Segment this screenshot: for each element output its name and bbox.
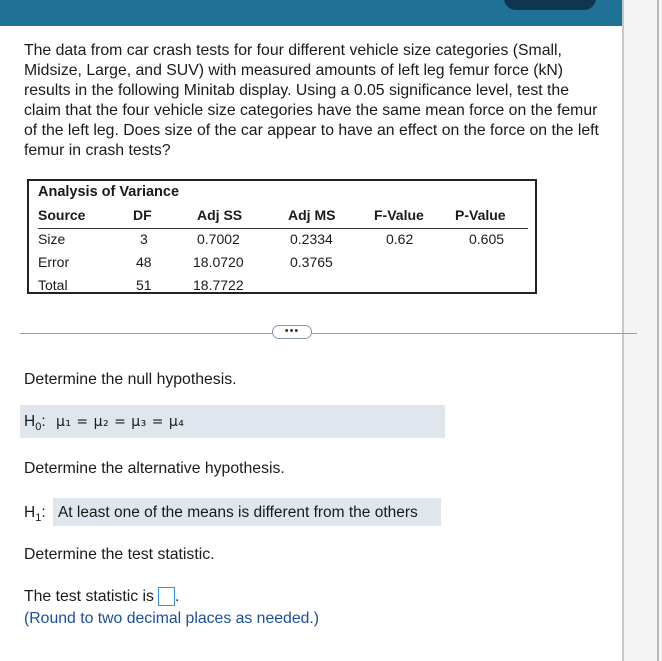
cell-total-source: Total [38, 277, 68, 293]
header-adj-ms: Adj MS [288, 207, 336, 223]
test-statistic-prompt: Determine the test statistic. [24, 546, 215, 563]
h1-symbol: H [24, 504, 36, 521]
problem-statement: The data from car crash tests for four different vehicle size categories (Small, Midsize, Large, and SUV) with measured amounts of left leg femur force (kN) results in the following Minitab display. Using a 0.05 significance level, test the claim that the four vehicle size categories have the same mean force on the femur of the left leg. Does size of the car appear to have an effect on the force on the left femur in crash tests? [24, 42, 599, 159]
header-adj-ss: Adj SS [197, 207, 243, 223]
cell-size-f: 0.62 [386, 231, 414, 247]
alt-hypothesis-prompt: Determine the alternative hypothesis. [24, 460, 285, 477]
cell-error-source: Error [38, 254, 70, 270]
top-bar [0, 0, 622, 26]
alt-hypothesis [24, 504, 418, 524]
expand-more-button[interactable]: ••• [272, 325, 312, 339]
h0-symbol: H [24, 413, 36, 430]
cell-error-df: 48 [136, 254, 152, 270]
cell-total-df: 51 [136, 277, 152, 293]
cell-error-ms: 0.3765 [290, 254, 333, 270]
anova-table [27, 179, 537, 294]
test-statistic-suffix: . [174, 588, 180, 605]
alt-hypothesis-answer[interactable]: At least one of the means is different from the others [57, 504, 418, 521]
top-bar-button[interactable] [504, 0, 596, 10]
cell-error-ss: 18.0720 [193, 254, 244, 270]
anova-title: Analysis of Variance [38, 184, 180, 200]
header-p-value: P-Value [455, 207, 506, 223]
section-divider [20, 333, 637, 334]
cell-size-p: 0.605 [469, 231, 505, 247]
cell-size-ms: 0.2334 [290, 231, 333, 247]
h1-subscript: 1 [35, 512, 42, 524]
test-statistic-input[interactable] [158, 587, 175, 606]
header-source: Source [38, 207, 86, 223]
test-statistic-line [24, 587, 179, 606]
cell-total-ss: 18.7722 [193, 277, 244, 293]
h0-separator: : [41, 413, 46, 430]
null-hypothesis-answer[interactable]: μ₁ = μ₂ = μ₃ = μ₄ [55, 414, 185, 430]
null-hypothesis-prompt: Determine the null hypothesis. [24, 371, 237, 388]
h1-separator: : [41, 504, 46, 521]
test-statistic-label: The test statistic is [24, 588, 154, 605]
null-hypothesis [24, 413, 184, 433]
h0-subscript: 0 [35, 421, 42, 433]
cell-size-source: Size [38, 231, 66, 247]
cell-size-df: 3 [140, 231, 148, 247]
rounding-note: (Round to two decimal places as needed.) [24, 610, 320, 627]
scrollbar-edge[interactable] [657, 0, 659, 661]
header-f-value: F-Value [374, 207, 424, 223]
cell-size-ss: 0.7002 [197, 231, 240, 247]
header-rule [38, 228, 528, 229]
header-df: DF [133, 207, 152, 223]
